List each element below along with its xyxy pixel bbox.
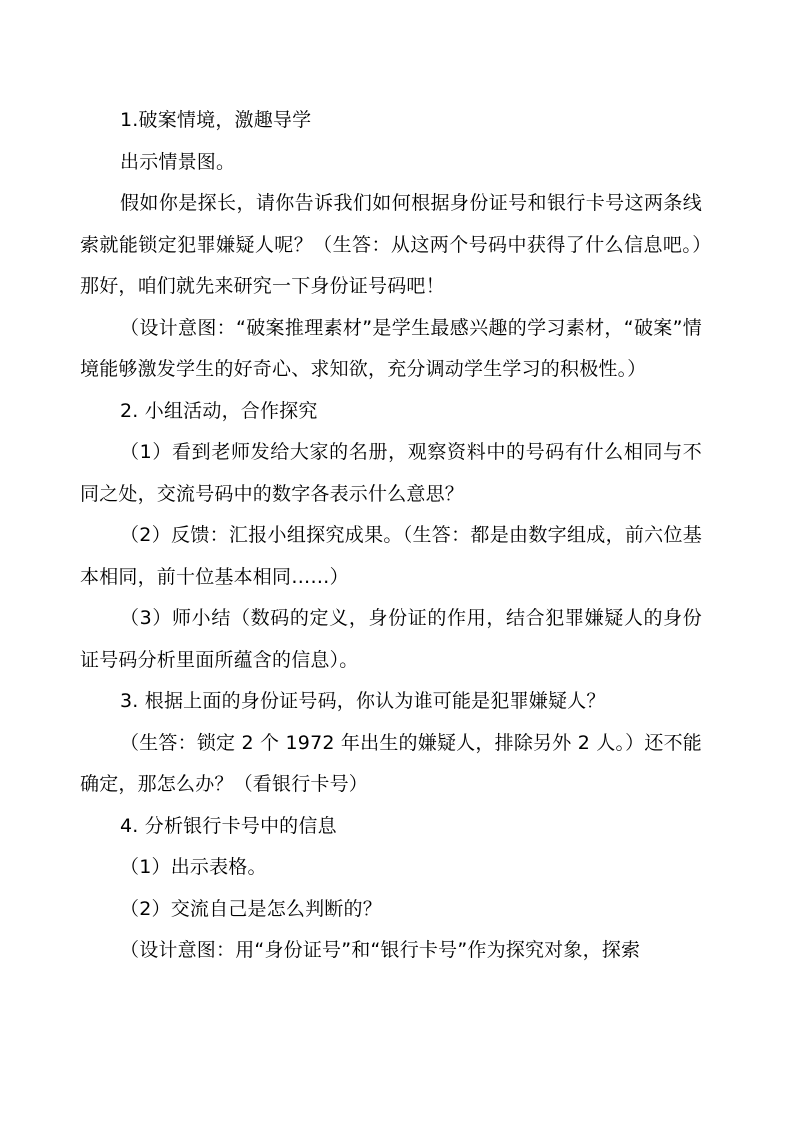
- heading-bank-card: 4. 分析银行卡号中的信息: [120, 814, 337, 837]
- paragraph-step-2: （2）反馈：汇报小组探究成果。（生答：都是由数字组成，前六位基本相同，前十位基本相同……）: [80, 524, 702, 588]
- paragraph-step-3: （3）师小结（数码的定义，身份证的作用，结合犯罪嫌疑人的身份证号码分析里面所蕴含的信息）。: [80, 607, 702, 671]
- paragraph-show-table: （1）出示表格。: [120, 856, 267, 878]
- heading-case-scenario: 1.破案情境，激趣导学: [120, 109, 312, 131]
- document-body: [80, 100, 702, 972]
- paragraph-discuss-judgement: （2）交流自己是怎么判断的？: [120, 897, 382, 920]
- paragraph-show-image: 出示情景图。: [120, 150, 236, 173]
- heading-suspect-question: 3. 根据上面的身份证号码，你认为谁可能是犯罪嫌疑人？: [120, 690, 606, 712]
- paragraph-step-1: （1）看到老师发给大家的名册，观察资料中的号码有什么相同与不同之处，交流号码中的数字各表示什么意思？: [80, 441, 702, 505]
- paragraph-student-answer: （生答：锁定 2 个 1972 年出生的嫌疑人，排除另外 2 人。）还不能确定，那怎么办？（看银行卡号）: [80, 731, 702, 795]
- paragraph-detective-question: 假如你是探长，请你告诉我们如何根据身份证号和银行卡号这两条线索就能锁定犯罪嫌疑人呢？（生答：从这两个号码中获得了什么信息吧。）那好，咱们就先来研究一下身份证号码吧！: [80, 192, 702, 297]
- paragraph-design-intent-1: （设计意图：“破案推理素材”是学生最感兴趣的学习素材，“破案”情境能够激发学生的好奇心、求知欲，充分调动学生学习的积极性。）: [80, 316, 702, 380]
- heading-group-activity: 2. 小组活动，合作探究: [120, 399, 318, 422]
- paragraph-design-intent-2: （设计意图：用“身份证号”和“银行卡号”作为探究对象，探索: [120, 939, 641, 961]
